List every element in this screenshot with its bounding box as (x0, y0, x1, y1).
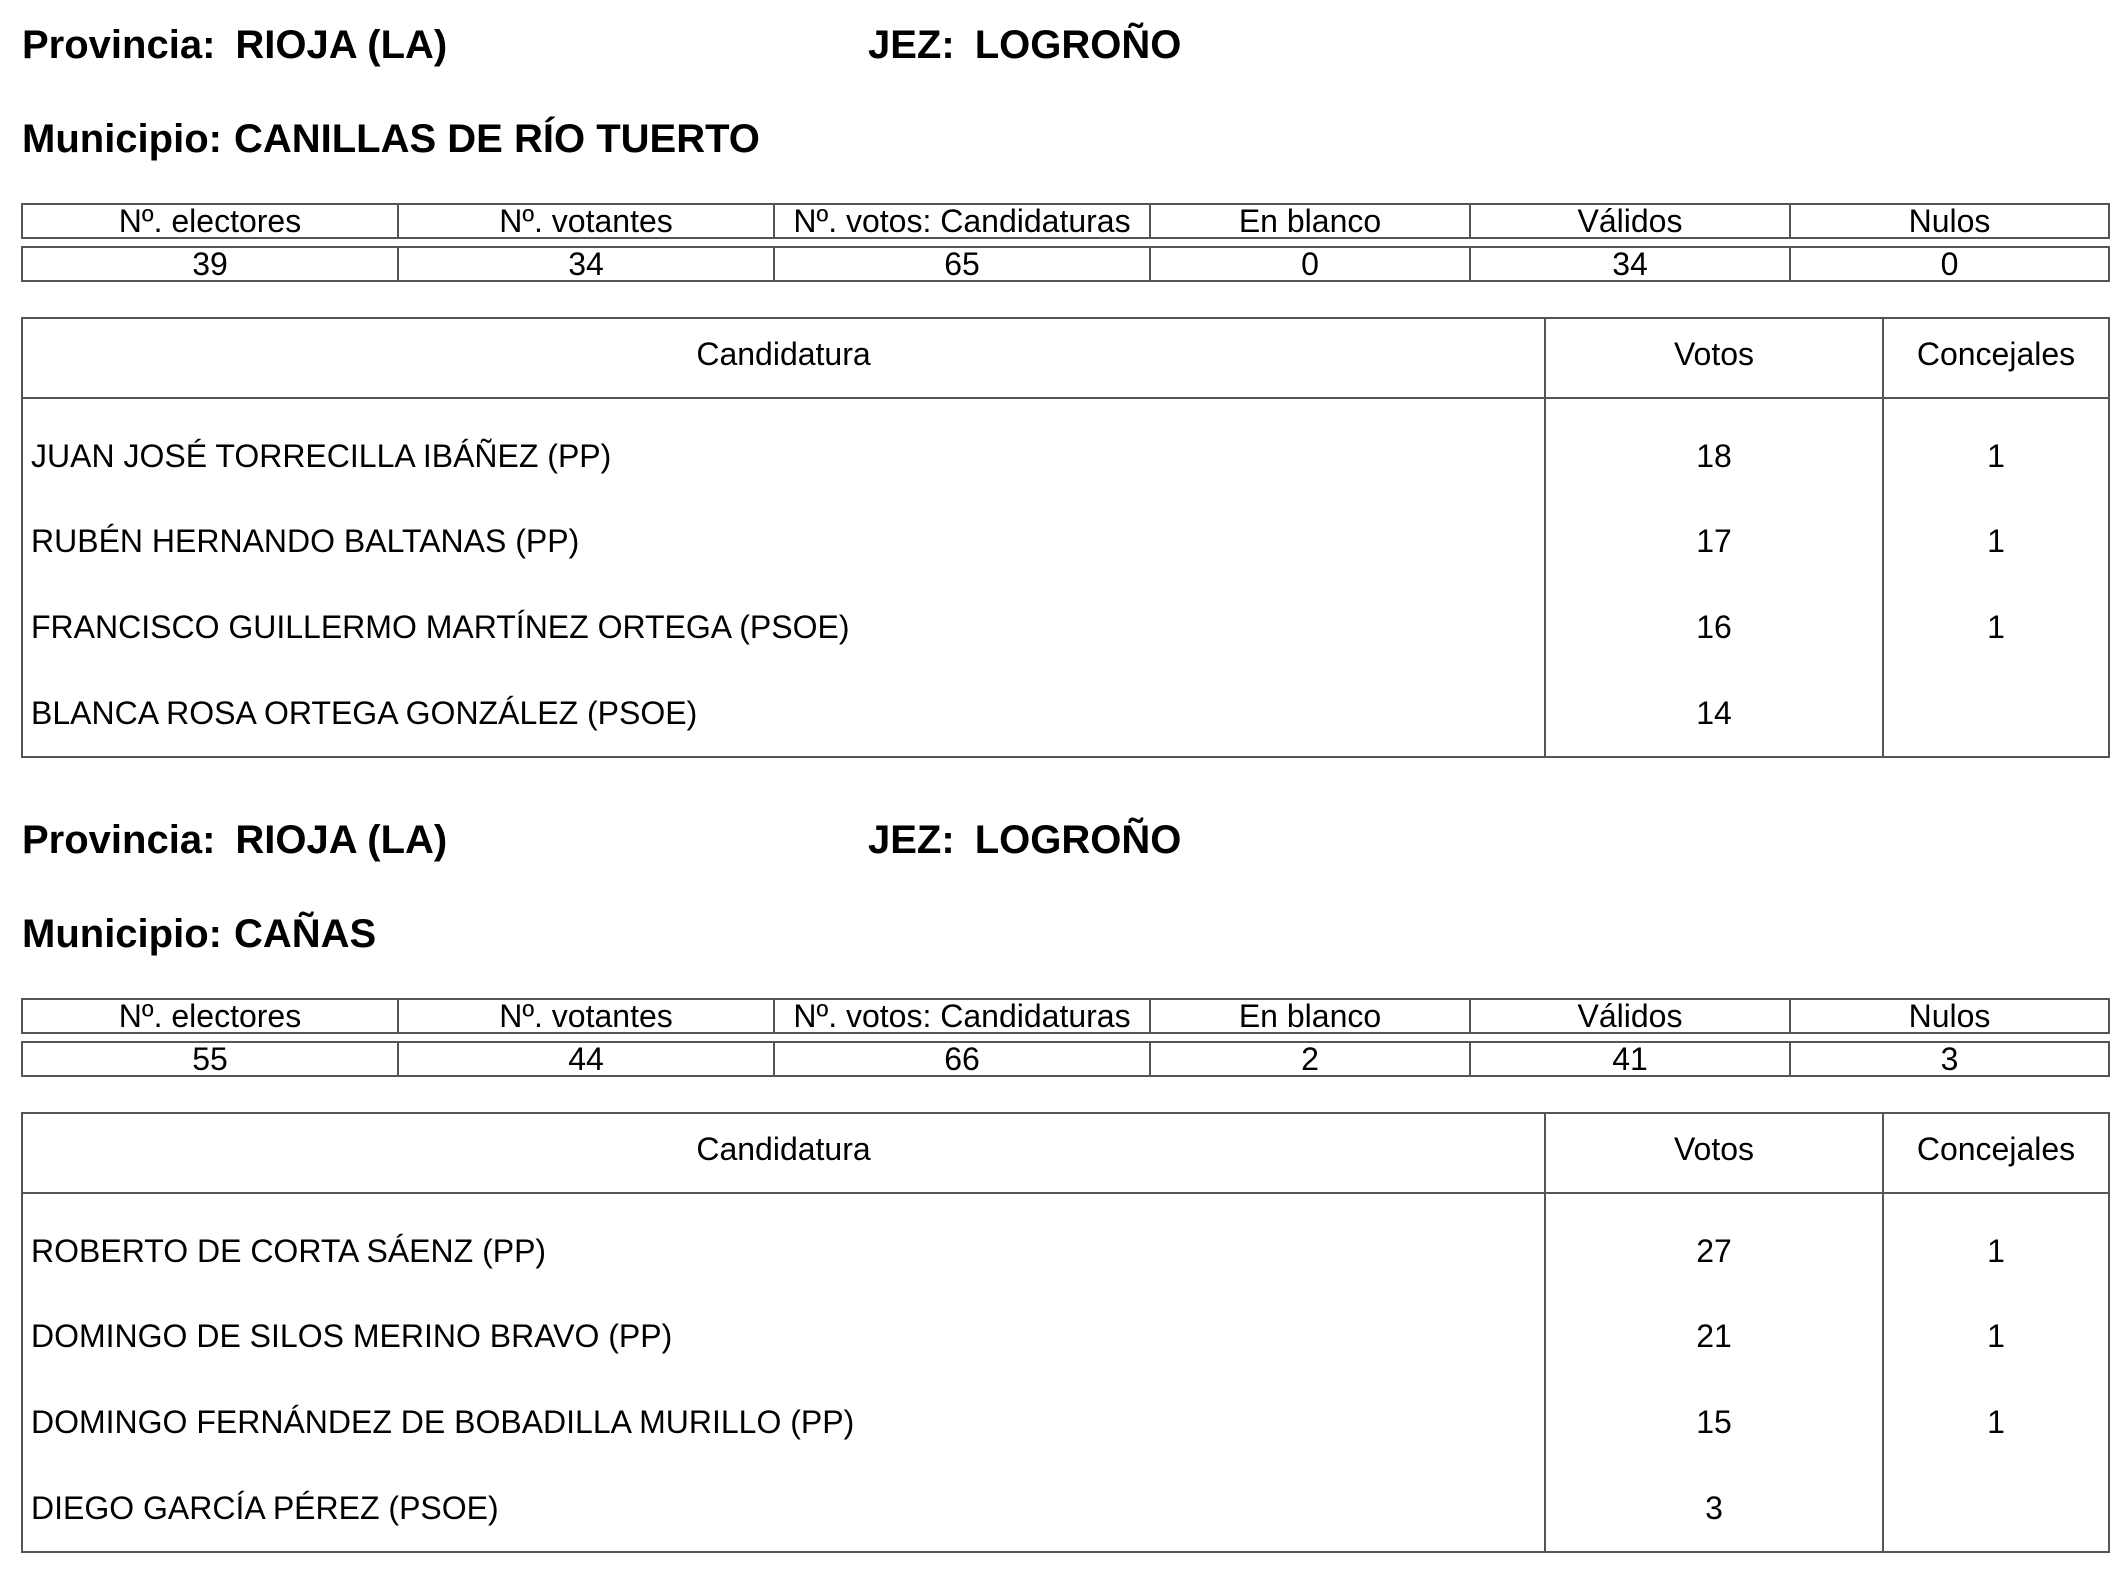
candidate-name: DOMINGO DE SILOS MERINO BRAVO (PP) (22, 1293, 1545, 1379)
candidates-header-concejales: Concejales (1883, 1113, 2109, 1193)
candidates-header-candidatura: Candidatura (22, 318, 1545, 398)
stats-value-votantes: 44 (398, 1042, 774, 1076)
stats-header-nulos: Nulos (1790, 204, 2109, 238)
stats-header-votantes: Nº. votantes (398, 204, 774, 238)
provincia-label: Provincia: (22, 818, 216, 862)
stats-header-row (22, 204, 2109, 238)
jez-value: LOGROÑO (974, 23, 1182, 67)
jez-heading (868, 22, 1181, 68)
candidate-votos: 27 (1545, 1193, 1883, 1293)
candidates-table (21, 1112, 2110, 1553)
table-row (22, 1465, 2109, 1552)
candidates-header-row (22, 1113, 2109, 1193)
candidates-header-votos: Votos (1545, 318, 1883, 398)
stats-value-nulos: 3 (1790, 1042, 2109, 1076)
candidate-votos: 21 (1545, 1293, 1883, 1379)
candidate-concejales: 1 (1883, 398, 2109, 498)
stats-value-electores: 39 (22, 247, 398, 281)
candidate-votos: 18 (1545, 398, 1883, 498)
municipio-label: Municipio: (22, 117, 222, 161)
table-row (22, 1379, 2109, 1465)
candidate-name: DIEGO GARCÍA PÉREZ (PSOE) (22, 1465, 1545, 1552)
candidate-name: FRANCISCO GUILLERMO MARTÍNEZ ORTEGA (PSOE) (22, 584, 1545, 670)
jez-heading (868, 817, 1181, 863)
stats-values-table (21, 246, 2110, 282)
table-row (22, 670, 2109, 757)
stats-values-row (22, 247, 2109, 281)
municipio-heading (22, 911, 376, 957)
jez-value: LOGROÑO (974, 818, 1182, 862)
provincia-value: RIOJA (LA) (235, 23, 448, 67)
table-row (22, 498, 2109, 584)
stats-header-votos-candidaturas: Nº. votos: Candidaturas (774, 204, 1150, 238)
stats-value-en-blanco: 2 (1150, 1042, 1470, 1076)
stats-header-validos: Válidos (1470, 204, 1790, 238)
candidates-header-candidatura: Candidatura (22, 1113, 1545, 1193)
table-row (22, 398, 2109, 498)
stats-value-votantes: 34 (398, 247, 774, 281)
stats-values-table (21, 1041, 2110, 1077)
stats-value-nulos: 0 (1790, 247, 2109, 281)
candidate-name: RUBÉN HERNANDO BALTANAS (PP) (22, 498, 1545, 584)
stats-header-en-blanco: En blanco (1150, 204, 1470, 238)
candidate-votos: 15 (1545, 1379, 1883, 1465)
municipio-value: CANILLAS DE RÍO TUERTO (233, 117, 760, 161)
jez-label: JEZ: (868, 818, 955, 862)
jez-label: JEZ: (868, 23, 955, 67)
candidates-header-votos: Votos (1545, 1113, 1883, 1193)
candidate-name: DOMINGO FERNÁNDEZ DE BOBADILLA MURILLO (PP) (22, 1379, 1545, 1465)
stats-header-electores: Nº. electores (22, 999, 398, 1033)
municipio-heading (22, 116, 760, 162)
candidate-votos: 17 (1545, 498, 1883, 584)
provincia-heading (22, 817, 447, 863)
candidate-concejales: 1 (1883, 498, 2109, 584)
stats-header-validos: Válidos (1470, 999, 1790, 1033)
stats-header-electores: Nº. electores (22, 204, 398, 238)
table-row (22, 1193, 2109, 1293)
stats-value-electores: 55 (22, 1042, 398, 1076)
table-row (22, 1293, 2109, 1379)
stats-value-votos-candidaturas: 66 (774, 1042, 1150, 1076)
provincia-value: RIOJA (LA) (235, 818, 448, 862)
candidate-concejales: 1 (1883, 584, 2109, 670)
candidate-concejales: 1 (1883, 1379, 2109, 1465)
candidate-name: ROBERTO DE CORTA SÁENZ (PP) (22, 1193, 1545, 1293)
municipio-block-canas (0, 795, 2125, 1590)
candidate-votos: 16 (1545, 584, 1883, 670)
candidates-header-row (22, 318, 2109, 398)
stats-values-row (22, 1042, 2109, 1076)
candidate-votos: 14 (1545, 670, 1883, 757)
stats-header-votantes: Nº. votantes (398, 999, 774, 1033)
candidate-name: BLANCA ROSA ORTEGA GONZÁLEZ (PSOE) (22, 670, 1545, 757)
stats-value-validos: 41 (1470, 1042, 1790, 1076)
candidates-header-concejales: Concejales (1883, 318, 2109, 398)
stats-header-en-blanco: En blanco (1150, 999, 1470, 1033)
stats-header-nulos: Nulos (1790, 999, 2109, 1033)
stats-header-votos-candidaturas: Nº. votos: Candidaturas (774, 999, 1150, 1033)
table-row (22, 584, 2109, 670)
candidate-concejales: 1 (1883, 1193, 2109, 1293)
municipio-value: CAÑAS (233, 912, 377, 956)
stats-header-table (21, 203, 2110, 239)
candidate-concejales (1883, 1465, 2109, 1552)
candidate-concejales: 1 (1883, 1293, 2109, 1379)
provincia-label: Provincia: (22, 23, 216, 67)
candidate-concejales (1883, 670, 2109, 757)
municipio-label: Municipio: (22, 912, 222, 956)
candidate-name: JUAN JOSÉ TORRECILLA IBÁÑEZ (PP) (22, 398, 1545, 498)
stats-value-validos: 34 (1470, 247, 1790, 281)
stats-header-row (22, 999, 2109, 1033)
candidate-votos: 3 (1545, 1465, 1883, 1552)
stats-value-votos-candidaturas: 65 (774, 247, 1150, 281)
provincia-heading (22, 22, 447, 68)
stats-header-table (21, 998, 2110, 1034)
candidates-table (21, 317, 2110, 758)
stats-value-en-blanco: 0 (1150, 247, 1470, 281)
